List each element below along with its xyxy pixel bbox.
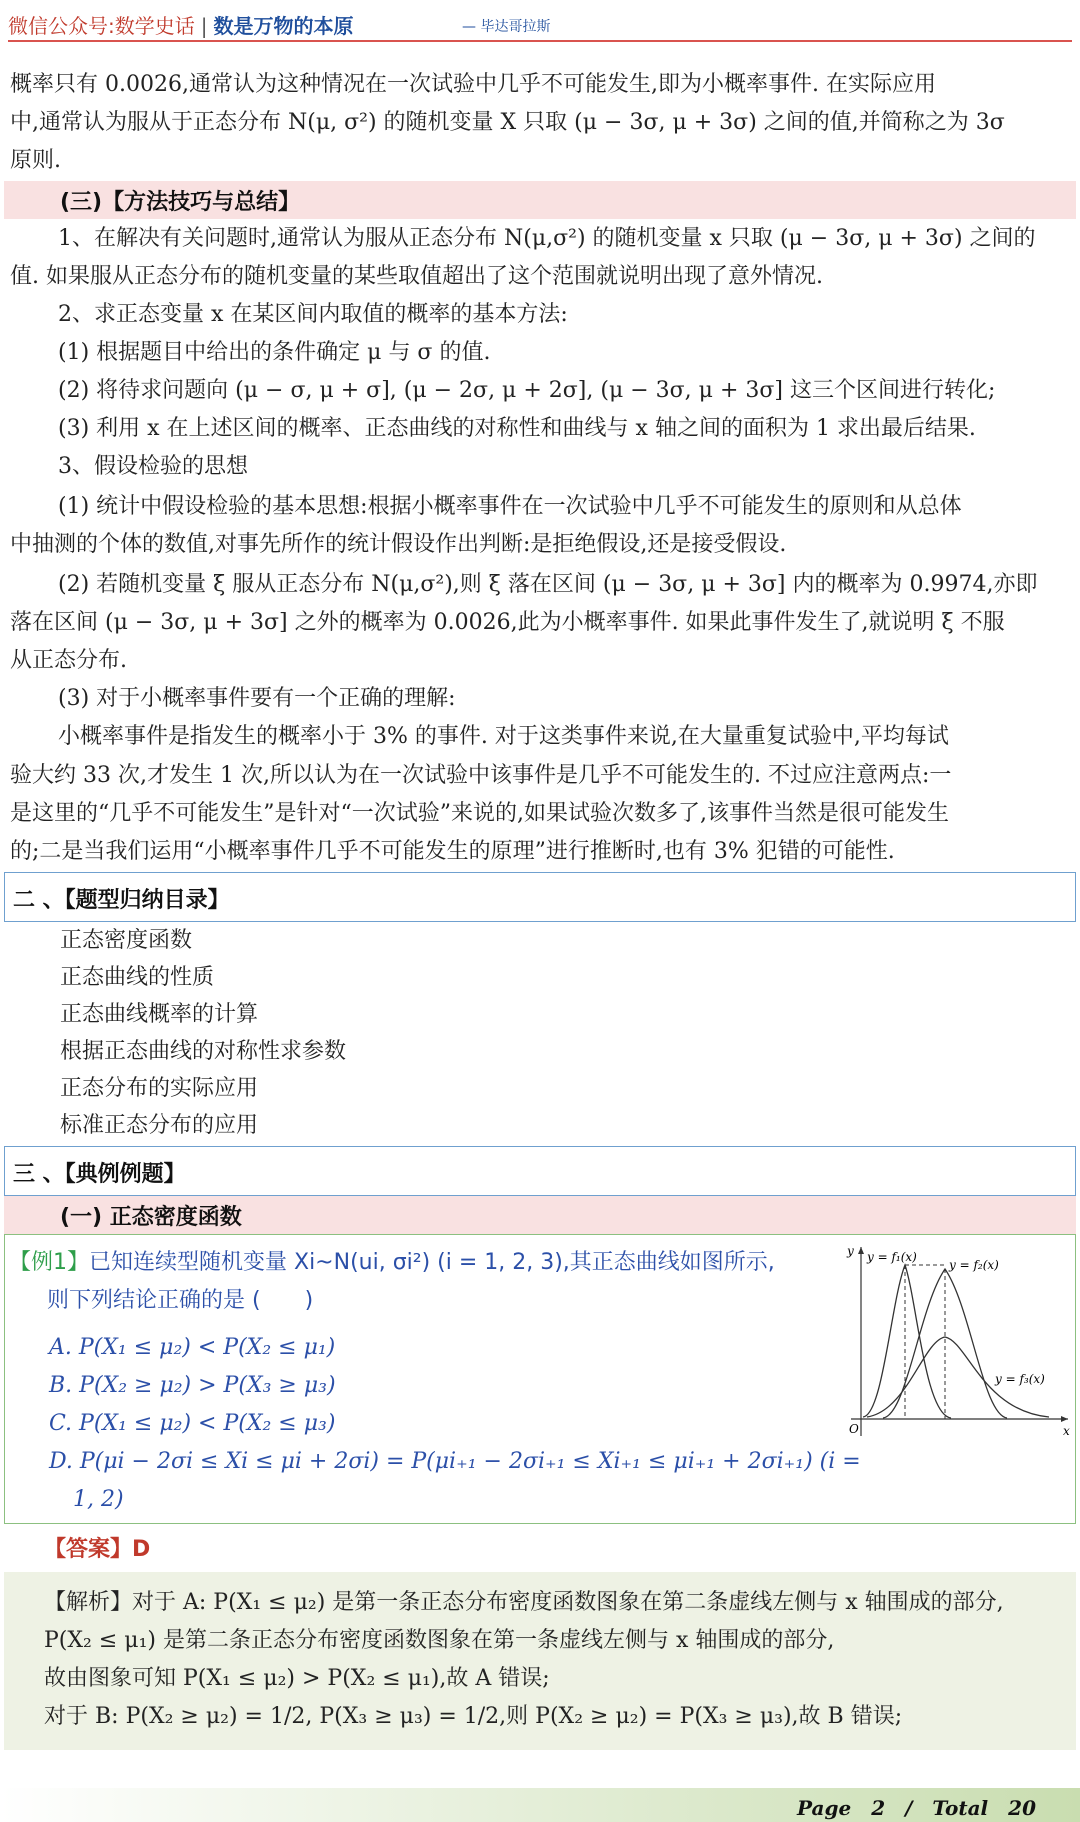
methods-line: 1、在解决有关问题时,通常认为服从正态分布 N(μ,σ²) 的随机变量 x 只取 (μ − 3σ, μ + 3σ) 之间的 (58, 226, 1036, 251)
example-stem-line-2: 则下列结论正确的是 ( ) (47, 1288, 314, 1313)
analysis-line: P(X₂ ≤ μ₁) 是第二条正态分布密度函数图象在第一条虚线左侧与 x 轴围成的部分, (44, 1628, 835, 1653)
toc-item: 正态分布的实际应用 (60, 1076, 259, 1101)
toc-item: 正态曲线概率的计算 (60, 1002, 259, 1027)
option-d-continued: 1, 2) (73, 1487, 124, 1512)
methods-line: 从正态分布. (10, 648, 127, 673)
example-box (4, 1234, 1076, 1524)
header-separator: | (200, 14, 208, 38)
example-stem-line-1: 已知连续型随机变量 Xi~N(ui, σi²) (i = 1, 2, 3),其正态曲线如图所示, (89, 1250, 775, 1275)
methods-line: 的;二是当我们运用“小概率事件几乎不可能发生的原理”进行推断时,也有 3% 犯错的可能性. (10, 839, 895, 864)
page-footer (0, 1788, 1080, 1822)
analysis-line: 故由图象可知 P(X₁ ≤ μ₂) > P(X₂ ≤ μ₁),故 A 错误; (44, 1666, 550, 1691)
example-stem (9, 1245, 775, 1276)
section-2-heading: 二 、【题型归纳目录】 (13, 888, 230, 913)
methods-line: (2) 若随机变量 ξ 服从正态分布 N(μ,σ²),则 ξ 落在区间 (μ − 3σ, μ + 3σ] 内的概率为 0.9974,亦即 (58, 572, 1038, 597)
intro-line-1: 概率只有 0.0026,通常认为这种情况在一次试验中几乎不可能发生,即为小概率事件. 在实际应用 (10, 72, 936, 97)
methods-heading: (三)【方法技巧与总结】 (60, 190, 301, 215)
origin-label: O (849, 1422, 859, 1436)
toc-list (60, 922, 346, 1144)
methods-line: 3、假设检验的思想 (58, 454, 248, 479)
section-3-heading: 三 、【典例例题】 (13, 1162, 186, 1187)
analysis-line: 【解析】对于 A: P(X₁ ≤ μ₂) 是第一条正态分布密度函数图象在第二条虚线左侧与 x 轴围成的部分, (44, 1590, 1004, 1615)
methods-line: 是这里的“几乎不可能发生”是针对“一次试验”来说的,如果试验次数多了,该事件当然是很可能发生 (10, 801, 949, 826)
methods-line: (1) 统计中假设检验的基本思想:根据小概率事件在一次试验中几乎不可能发生的原则和从总体 (58, 494, 962, 519)
subsection-heading: (一) 正态密度函数 (60, 1205, 242, 1230)
option-d: D. P(μi − 2σi ≤ Xi ≤ μi + 2σi) = P(μi₊₁ − 2σi₊₁ ≤ Xi₊₁ ≤ μi₊₁ + 2σi₊₁) (i = (49, 1449, 861, 1474)
curve-f1-label: y = f₁(x) (867, 1250, 917, 1264)
methods-line: 值. 如果服从正态分布的随机变量的某些取值超出了这个范围就说明出现了意外情况. (10, 264, 823, 289)
page-number: Page 2 / Total 20 (797, 1796, 1036, 1820)
option-a: A. P(X₁ ≤ μ₂) < P(X₂ ≤ μ₁) (49, 1335, 336, 1360)
toc-item: 正态曲线的性质 (60, 965, 215, 990)
methods-line: 落在区间 (μ − 3σ, μ + 3σ] 之外的概率为 0.0026,此为小概率事件. 如果此事件发生了,就说明 ξ 不服 (10, 610, 1005, 635)
toc-item: 根据正态曲线的对称性求参数 (60, 1039, 347, 1064)
subsection-band (4, 1196, 1076, 1234)
toc-item: 标准正态分布的应用 (60, 1113, 259, 1138)
answer-label: 【答案】D (44, 1537, 151, 1562)
section-3-heading-box (4, 1146, 1076, 1196)
curve-f3-label: y = f₃(x) (995, 1372, 1045, 1386)
methods-line: (2) 将待求问题向 (μ − σ, μ + σ], (μ − 2σ, μ + 2σ], (μ − 3σ, μ + 3σ] 这三个区间进行转化; (58, 378, 996, 403)
section-2-heading-box (4, 872, 1076, 922)
normal-curves-figure (823, 1241, 1073, 1441)
curve-f2-label: y = f₂(x) (949, 1258, 999, 1272)
y-axis-label: y (847, 1244, 854, 1258)
methods-line: (3) 利用 x 在上述区间的概率、正态曲线的对称性和曲线与 x 轴之间的面积为 1 求出最后结果. (58, 416, 976, 441)
x-axis-label: x (1063, 1424, 1070, 1438)
header-motto: 数是万物的本原 (213, 14, 354, 38)
option-b: B. P(X₂ ≥ μ₂) > P(X₃ ≥ μ₃) (49, 1373, 336, 1398)
header-author: — 毕达哥拉斯 (462, 19, 551, 35)
intro-line-2: 中,通常认为服从于正态分布 N(μ, σ²) 的随机变量 X 只取 (μ − 3σ, μ + 3σ) 之间的值,并简称之为 3σ (10, 110, 1005, 135)
methods-line: 中抽测的个体的数值,对事先所作的统计假设作出判断:是拒绝假设,还是接受假设. (10, 532, 787, 557)
header-source (8, 10, 354, 39)
analysis-line: 对于 B: P(X₂ ≥ μ₂) = 1/2, P(X₃ ≥ μ₃) = 1/2,则 P(X₂ ≥ μ₂) = P(X₃ ≥ μ₃),故 B 错误; (44, 1704, 903, 1729)
intro-line-3: 原则. (10, 148, 61, 173)
methods-heading-band (4, 181, 1076, 219)
option-c: C. P(X₁ ≤ μ₂) < P(X₂ ≤ μ₃) (49, 1411, 336, 1436)
analysis-box (4, 1572, 1076, 1750)
methods-line: 2、求正态变量 x 在某区间内取值的概率的基本方法: (58, 302, 568, 327)
header-divider (8, 40, 1072, 42)
wechat-account: 微信公众号:数学史话 (8, 14, 195, 38)
methods-line: 验大约 33 次,才发生 1 次,所以认为在一次试验中该事件是几乎不可能发生的. 不过应注意两点:一 (10, 763, 952, 788)
page-header (0, 0, 1080, 44)
toc-item: 正态密度函数 (60, 928, 193, 953)
methods-line: (3) 对于小概率事件要有一个正确的理解: (58, 686, 456, 711)
methods-line: 小概率事件是指发生的概率小于 3% 的事件. 对于这类事件来说,在大量重复试验中,平均每试 (58, 724, 949, 749)
example-label: 【例1】 (9, 1250, 89, 1275)
option-list (49, 1329, 861, 1519)
methods-line: (1) 根据题目中给出的条件确定 μ 与 σ 的值. (58, 340, 491, 365)
analysis-text (44, 1584, 1004, 1736)
